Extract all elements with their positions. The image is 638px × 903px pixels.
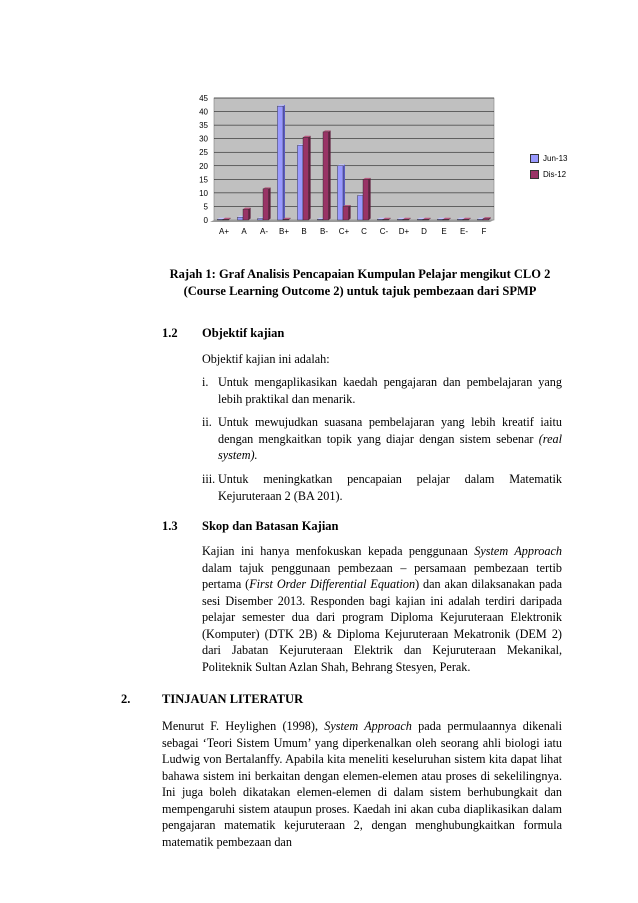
bar-jun-13-D+ xyxy=(397,219,403,220)
bar-side xyxy=(249,208,251,220)
bar-jun-13-E- xyxy=(457,219,463,220)
bar-jun-13-E xyxy=(437,219,443,220)
y-tick-label: 0 xyxy=(203,216,208,225)
s13-text-em2: First Order Differential Equation xyxy=(249,577,416,591)
bar-dis-12-D+ xyxy=(403,219,409,220)
section-1-3-paragraph xyxy=(202,543,562,675)
section-2-title: TINJAUAN LITERATUR xyxy=(162,692,304,706)
section-2-paragraph xyxy=(162,718,562,850)
x-tick-label: A+ xyxy=(218,227,230,236)
bar-dis-12-D xyxy=(423,219,429,220)
x-tick-label: D+ xyxy=(398,227,410,236)
x-tick-label: B+ xyxy=(278,227,290,236)
objective-item-1 xyxy=(202,374,562,407)
figure-caption xyxy=(160,266,560,300)
section-1-2-intro: Objektif kajian ini adalah: xyxy=(202,352,330,366)
bar-dis-12-A+ xyxy=(223,219,229,220)
objective-item-3 xyxy=(202,471,562,504)
x-tick-label: C- xyxy=(379,227,389,236)
x-tick-label: A xyxy=(241,227,247,236)
x-tick-label: F xyxy=(481,227,487,236)
x-tick-label: E- xyxy=(460,227,468,236)
bar-dis-12-C- xyxy=(383,219,389,220)
bar-jun-13-B- xyxy=(317,219,323,220)
s13-text-c: ) dan akan dilaksanakan pada sesi Disember 2013. Responden bagi kajian ini adalah terdiri daripada pelajar semester dua dari program Diploma Kejuruteraan Elektronik (Komputer) (DTK 2B) & Diploma Kejuruteraan Mekatronik (DEM 2) dari Jabatan Kejuruteraan Elektrik dan Kejuruteraan Mekanikal, Politeknik Sultan Azlan Shah, Behrang Stesyen, Perak. xyxy=(202,577,562,674)
x-tick-label: A- xyxy=(260,227,268,236)
section-2-number: 2. xyxy=(121,692,131,706)
bar-jun-13-C- xyxy=(377,219,383,220)
bar-jun-13-A- xyxy=(257,219,263,220)
bar-dis-12-A xyxy=(243,209,249,220)
bar-jun-13-C+ xyxy=(337,166,343,220)
figure-caption-line2: (Course Learning Outcome 2) untuk tajuk pembezaan dari SPMP xyxy=(183,284,537,298)
bar-side xyxy=(309,136,311,220)
plot-area xyxy=(214,98,494,220)
s2-text-em1: System Approach xyxy=(324,719,412,733)
x-tick-label: B xyxy=(301,227,307,236)
bar-dis-12-F xyxy=(483,219,489,220)
y-tick-label: 15 xyxy=(199,175,208,185)
objective-mark-2: ii. xyxy=(202,415,212,429)
bar-side xyxy=(283,105,285,220)
y-tick-label: 45 xyxy=(199,94,208,103)
plot-floor xyxy=(210,220,494,222)
bar-side xyxy=(349,205,351,220)
bar-jun-13-A+ xyxy=(217,219,223,220)
s13-text-em1: System Approach xyxy=(474,544,562,558)
bar-jun-13-C xyxy=(357,196,363,220)
x-tick-label: E xyxy=(441,227,447,236)
objective-item-2 xyxy=(202,414,562,464)
objective-text-3: Untuk meningkatkan pencapaian pelajar dalam Matematik Kejuruteraan 2 (BA 201). xyxy=(218,472,562,503)
bar-dis-12-B- xyxy=(323,132,329,220)
x-tick-label: B- xyxy=(320,227,328,236)
bar-dis-12-C xyxy=(363,179,369,220)
s13-text-a: Kajian ini hanya menfokuskan kepada penggunaan xyxy=(202,544,475,558)
y-tick-label: 20 xyxy=(199,161,208,171)
legend-item-jun-13 xyxy=(530,150,567,166)
objective-mark-3: iii. xyxy=(202,472,216,486)
bar-side xyxy=(329,130,331,220)
section-1-3-number: 1.3 xyxy=(162,519,178,533)
x-tick-label: C+ xyxy=(338,227,350,236)
bar-jun-13-B+ xyxy=(277,106,283,220)
objective-text-2b: (real system). xyxy=(218,431,562,462)
bar-dis-12-B+ xyxy=(283,219,289,220)
y-tick-label: 30 xyxy=(199,134,208,144)
section-1-3-title: Skop dan Batasan Kajian xyxy=(202,519,339,533)
bar-side xyxy=(269,187,271,220)
bar-jun-13-A xyxy=(237,217,243,220)
bar-dis-12-A- xyxy=(263,189,269,220)
y-tick-label: 25 xyxy=(199,148,208,158)
bar-dis-12-C+ xyxy=(343,206,349,220)
legend-label-dis-12: Dis-12 xyxy=(543,169,567,179)
bar-dis-12-B xyxy=(303,137,309,220)
s2-text-a: Menurut F. Heylighen (1998), xyxy=(162,719,325,733)
bar-dis-12-E xyxy=(443,219,449,220)
objective-text-2a: Untuk mewujudkan suasana pembelajaran yang lebih kreatif iaitu dengan mengkaitkan topik yang diajar dengan sistem sebenar xyxy=(218,415,562,446)
section-1-2-title: Objektif kajian xyxy=(202,326,285,340)
objective-text-2 xyxy=(218,414,562,464)
section-1-2-number: 1.2 xyxy=(162,326,178,340)
bar-jun-13-D xyxy=(417,219,423,220)
bar-jun-13-F xyxy=(477,219,483,220)
objective-mark-1: i. xyxy=(202,375,209,389)
y-tick-label: 35 xyxy=(199,121,208,131)
y-tick-label: 40 xyxy=(199,107,208,117)
s2-text-b: pada permulaannya dikenali sebagai ‘Teori Sistem Umum’ yang diperkenalkan oleh seorang ahli biologi iatu Ludwig von Bertalanffy. Apabila kita meneliti keseluruhan sistem kita dapat lihat bahawa sistem ini berkaitan dengan elemen-elemen atau proses di sekelilingnya. Ini juga boleh dikatakan elemen-elemen di dalam sistem berhubungkait dan mempengaruhi sistem ataupun proses. Kaedah ini akan cuba diaplikasikan dalam pengajaran matematik kejuruteraan 2, dengan menghubungkaitkan formula matematik pembezaan dan xyxy=(162,719,562,849)
y-tick-label: 5 xyxy=(203,202,208,212)
bar-jun-13-B xyxy=(297,145,303,220)
legend-swatch-dis-12 xyxy=(530,170,539,179)
y-tick-label: 10 xyxy=(199,188,208,198)
legend-item-dis-12 xyxy=(530,166,567,182)
figure-caption-line1: Rajah 1: Graf Analisis Pencapaian Kumpulan Pelajar mengikut CLO 2 xyxy=(169,267,551,281)
x-tick-label: C xyxy=(361,227,367,236)
s13-text-b: dalam tajuk penggunaan pembezaan – persamaan pembezaan tertib pertama ( xyxy=(202,560,562,591)
bar-side xyxy=(369,178,371,220)
x-tick-label: D xyxy=(421,227,427,236)
legend-label-jun-13: Jun-13 xyxy=(543,153,568,163)
bar-dis-12-E- xyxy=(463,219,469,220)
objective-text-1: Untuk mengaplikasikan kaedah pengajaran dan pembelajaran yang lebih praktikal dan menarik. xyxy=(218,375,562,406)
legend-swatch-jun-13 xyxy=(530,154,539,163)
chart-legend xyxy=(530,150,567,182)
